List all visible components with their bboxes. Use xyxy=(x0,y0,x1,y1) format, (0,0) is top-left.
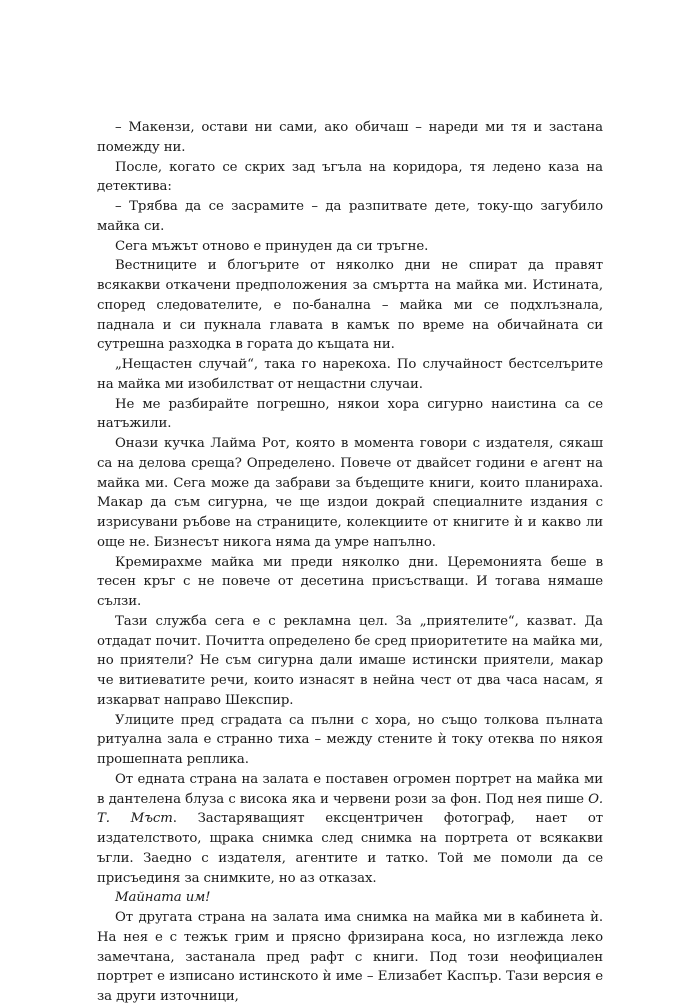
paragraph-text: „Нещастен случай“, така го нарекоха. По случайност бестселърите на майка ми изобилстват от нещастни случаи. xyxy=(97,357,603,392)
paragraph-text: Тази служба сега е с рекламна цел. За „приятелите“, казват. Да отдадат почит. Почитта определено бе сред приоритетите на майка ми, но приятели? Не съм сигурна дали имаше истински приятели, макар че витиеватите речи, които изнасят в нейна чест от два часа насам, я изкарват направо Шекспир. xyxy=(97,613,603,708)
paragraph-text: Улиците пред сградата са пълни с хора, но също толкова пълната ритуална зала е странно тиха – между стените ѝ току отеква по някоя прошепната реплика. xyxy=(97,712,603,767)
italic-text: О. Т. Мъст xyxy=(97,791,603,827)
paragraph-text: После, когато се скрих зад ъгъла на коридора, тя ледено каза на детектива: xyxy=(97,159,603,195)
paragraph xyxy=(97,908,603,1007)
paragraph-text: . Застаряващият ексцентричен фотограф, нает от издателството, щрака снимка след снимка на портрета от всякакви ъгли. Заедно с издателя, агентите и татко. Той ме помоли да се присъединя за снимките, но аз отказах. xyxy=(97,811,604,886)
paragraph-text: Сега мъжът отново е принуден да си тръгне. xyxy=(115,238,429,254)
paragraph-text: От едната страна на залата е поставен огромен портрет на майка ми в дантелена блуза с висока яка и червени рози за фон. Под нея пише xyxy=(97,771,603,807)
paragraph-text: От другата страна на залата има снимка на майка ми в кабинета ѝ. На нея е с тежък грим и прясно фризирана коса, но изглежда леко замечтана, застанала пред рафт с книги. Под този неофициален портрет е изписано истинското ѝ име – Елизабет Каспър. Тази версия е за други източници, xyxy=(97,910,603,1004)
paragraph-text: – Трябва да се засрамите – да разпитвате дете, току-що загубило майка си. xyxy=(97,199,603,234)
paragraph-text: Не ме разбирайте погрешно, някои хора сигурно наистина са се натъжили. xyxy=(97,396,603,432)
italic-text: Майната им! xyxy=(115,890,211,906)
paragraph xyxy=(97,888,603,908)
paragraph xyxy=(97,158,603,198)
paragraph-text: Вестниците и блогърите от няколко дни не спират да правят всякакви откачени предположения за смъртта на майка ми. Истината, според следователите, е по-банална – майка ми се подхлъзнала, паднала и си пукнала главата в камък по време на обичайната си сутрешна разходка в гората до къщата ни. xyxy=(97,258,603,353)
paragraph xyxy=(97,355,603,395)
paragraph xyxy=(97,395,603,435)
paragraph-text: Онази кучка Лайма Рот, която в момента говори с издателя, сякаш са на делова среща? Определено. Повече от двайсет години е агент на майка ми. Сега може да забрави за бъдещите книги, които планираха. Макар да съм сигурна, че ще издои докрай специалните издания с изрисувани ръбове на страниците, колекциите от книгите ѝ и какво ли още не. Бизнесът никога няма да умре напълно. xyxy=(97,436,603,550)
paragraph xyxy=(97,711,603,770)
paragraph xyxy=(97,770,603,889)
body-text xyxy=(97,118,603,1007)
paragraph xyxy=(97,553,603,612)
paragraph xyxy=(97,118,603,158)
paragraph-text: – Макензи, остави ни сами, ако обичаш – нареди ми тя и застана помежду ни. xyxy=(97,120,603,155)
paragraph xyxy=(97,256,603,355)
paragraph xyxy=(97,197,603,237)
paragraph xyxy=(97,434,603,553)
paragraph-text: Кремирахме майка ми преди няколко дни. Церемонията беше в тесен кръг с не повече от десетина присъстващи. И тогава нямаше сълзи. xyxy=(97,554,603,609)
paragraph xyxy=(97,612,603,711)
paragraph xyxy=(97,237,603,257)
